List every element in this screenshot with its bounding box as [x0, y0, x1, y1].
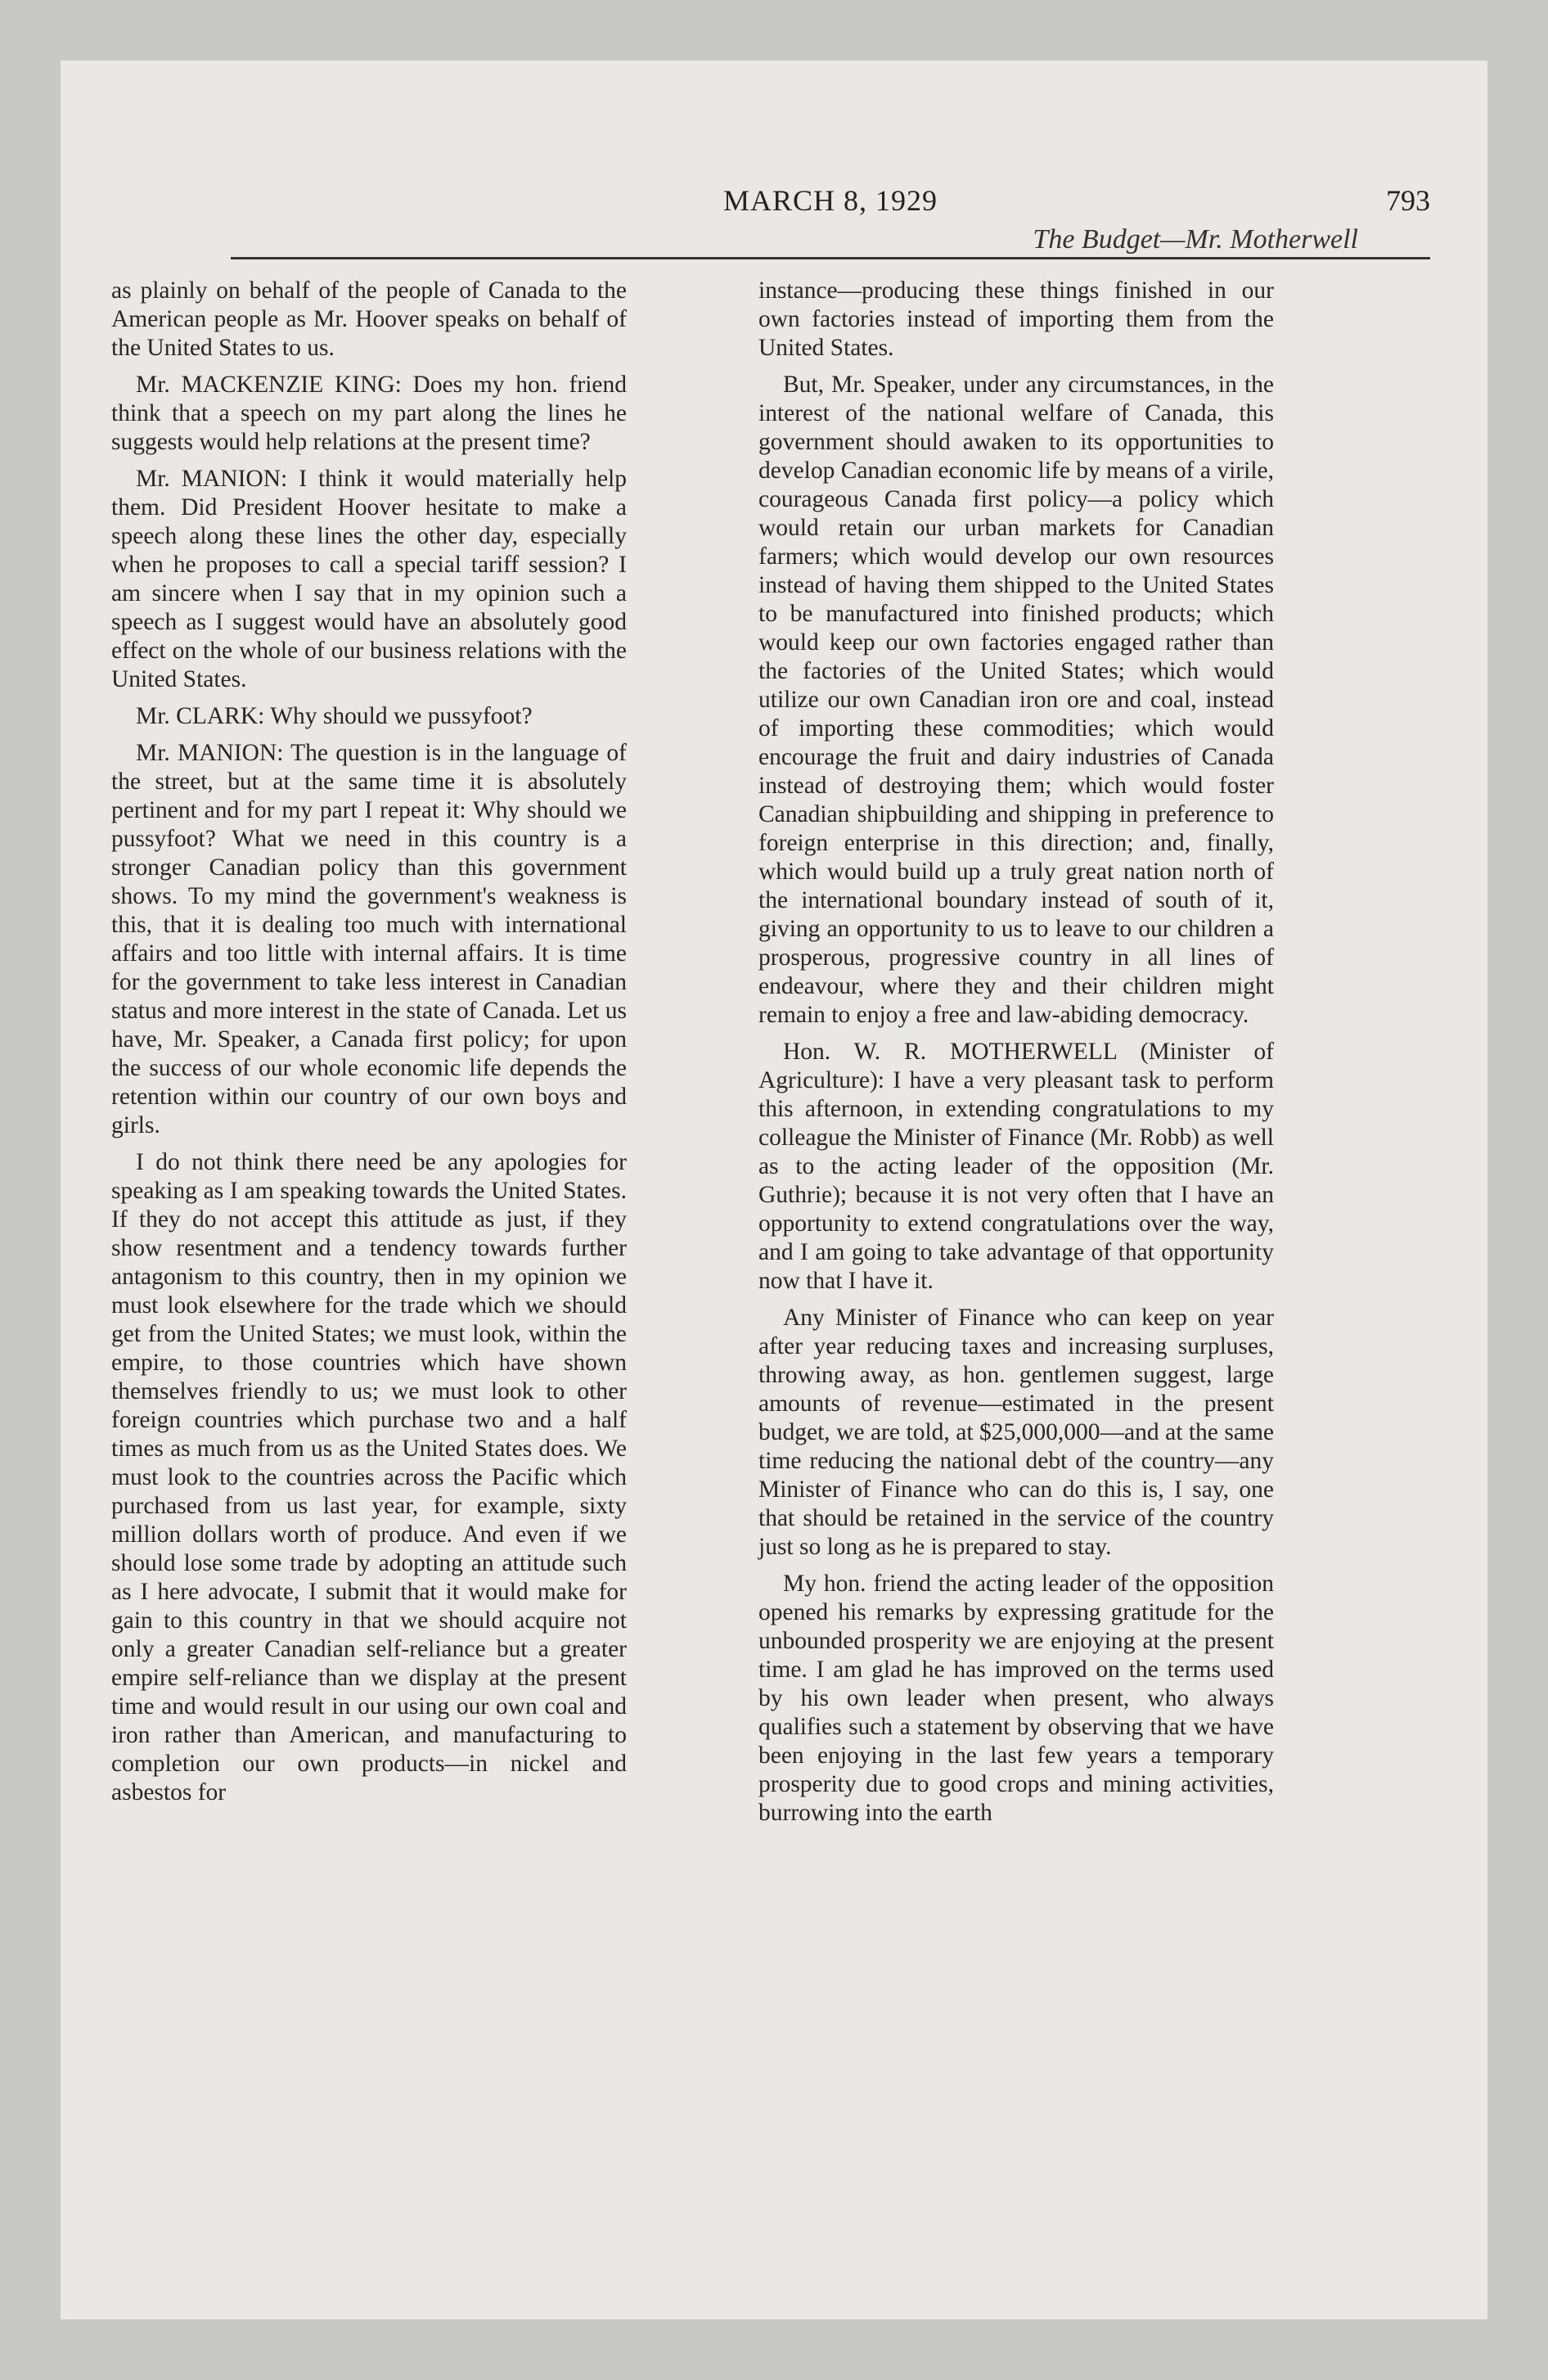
header-rule — [231, 257, 1430, 259]
paragraph: instance—producing these things finished in our own factories instead of importing them from the United States. — [758, 277, 1274, 361]
paragraph: as plainly on behalf of the people of Canada to the American people as Mr. Hoover speaks on behalf of the United States to us. — [111, 277, 627, 361]
paragraph: Mr. MACKENZIE KING: Does my hon. friend think that a speech on my part along the lines he suggests would help relations at the present time? — [111, 372, 627, 455]
paragraph: I do not think there need be any apologies for speaking as I am speaking towards the United States. If they do not accept this attitude as just, if they show resentment and a tendency towards further antagonism to this country, then in my opinion we must look elsewhere for the trade which we should get from the United States; we must look, within the empire, to those countries which have shown themselves friendly to us; we must look to other foreign countries which purchase two and a half times as much from us as the United States does. We must look to the countries across the Pacific which purchased from us last year, for example, sixty million dollars worth of produce. And even if we should lose some trade by adopting an attitude such as I here advocate, I submit that it would make for gain to this country in that we should acquire not only a greater Canadian self-reliance but a greater empire self-reliance than we display at the present time and would result in our using our own coal and iron rather than American, and manufacturing to completion our own products—in nickel and asbestos for — [111, 1149, 627, 1805]
paragraph: Mr. MANION: I think it would materially help them. Did President Hoover hesitate to make a speech along these lines the other day, especially when he proposes to call a special tariff session? I am sincere when I say that in my opinion such a speech as I suggest would have an absolutely good effect on the whole of our business relations with the United States. — [111, 466, 627, 692]
paragraph: Mr. MANION: The question is in the language of the street, but at the same time it is absolutely pertinent and for my part I repeat it: Why should we pussyfoot? What we need in this country is a stronger Canadian policy than this government shows. To my mind the government's weakness is this, that it is dealing too much with international affairs and too little with internal affairs. It is time for the government to take less interest in Canadian status and more interest in the state of Canada. Let us have, Mr. Speaker, a Canada first policy; for upon the success of our whole economic life depends the retention within our country of our own boys and girls. — [111, 740, 627, 1138]
paragraph: Mr. CLARK: Why should we pussyfoot? — [136, 703, 533, 729]
running-title: The Budget—Mr. Motherwell — [1033, 224, 1358, 255]
paragraph: My hon. friend the acting leader of the opposition opened his remarks by expressing gratitude for the unbounded prosperity we are enjoying at the present time. I am glad he has improved on the terms used by his own leader when present, who always qualifies such a statement by observing that we have been enjoying in the last few years a temporary prosperity due to good crops and mining activities, burrowing into the earth — [758, 1571, 1274, 1826]
paragraph: But, Mr. Speaker, under any circumstances, in the interest of the national welfare of Canada, this government should awaken to its opportunities to develop Canadian economic life by means of a virile, courageous Canada first policy—a policy which would retain our urban markets for Canadian farmers; which would develop our own resources instead of having them shipped to the United States to be manufactured into finished products; which would keep our own factories engaged rather than the factories of the United States; which would utilize our own Canadian iron ore and coal, instead of importing these commodities; which would encourage the fruit and dairy industries of Canada instead of destroying them; which would foster Canadian shipbuilding and shipping in preference to foreign enterprise in this direction; and, finally, which would build up a truly great nation north of the international boundary instead of south of it, giving an opportunity to us to leave to our children a prosperous, progressive country in all lines of endeavour, where they and their children might remain to enjoy a free and law-abiding democracy. — [758, 372, 1274, 1028]
header-date: MARCH 8, 1929 — [722, 184, 938, 217]
paragraph: Any Minister of Finance who can keep on year after year reducing taxes and increasing surpluses, throwing away, as hon. gentlemen suggest, large amounts of revenue—estimated in the present budget, we are told, at $25,000,000—and at the same time reducing the national debt of the country—any Minister of Finance who can do this is, I say, one that should be retained in the service of the country just so long as he is prepared to stay. — [758, 1305, 1274, 1560]
paragraph: Hon. W. R. MOTHERWELL (Minister of Agriculture): I have a very pleasant task to perform this afternoon, in extending congratulations to my colleague the Minister of Finance (Mr. Robb) as well as to the acting leader of the opposition (Mr. Guthrie); because it is not very often that I have an opportunity to extend congratulations over the way, and I am going to take advantage of that opportunity now that I have it. — [758, 1039, 1274, 1294]
right-column — [758, 277, 1274, 1836]
page — [61, 61, 1487, 2319]
page-number: 793 — [1386, 184, 1430, 217]
left-column — [111, 277, 627, 1815]
